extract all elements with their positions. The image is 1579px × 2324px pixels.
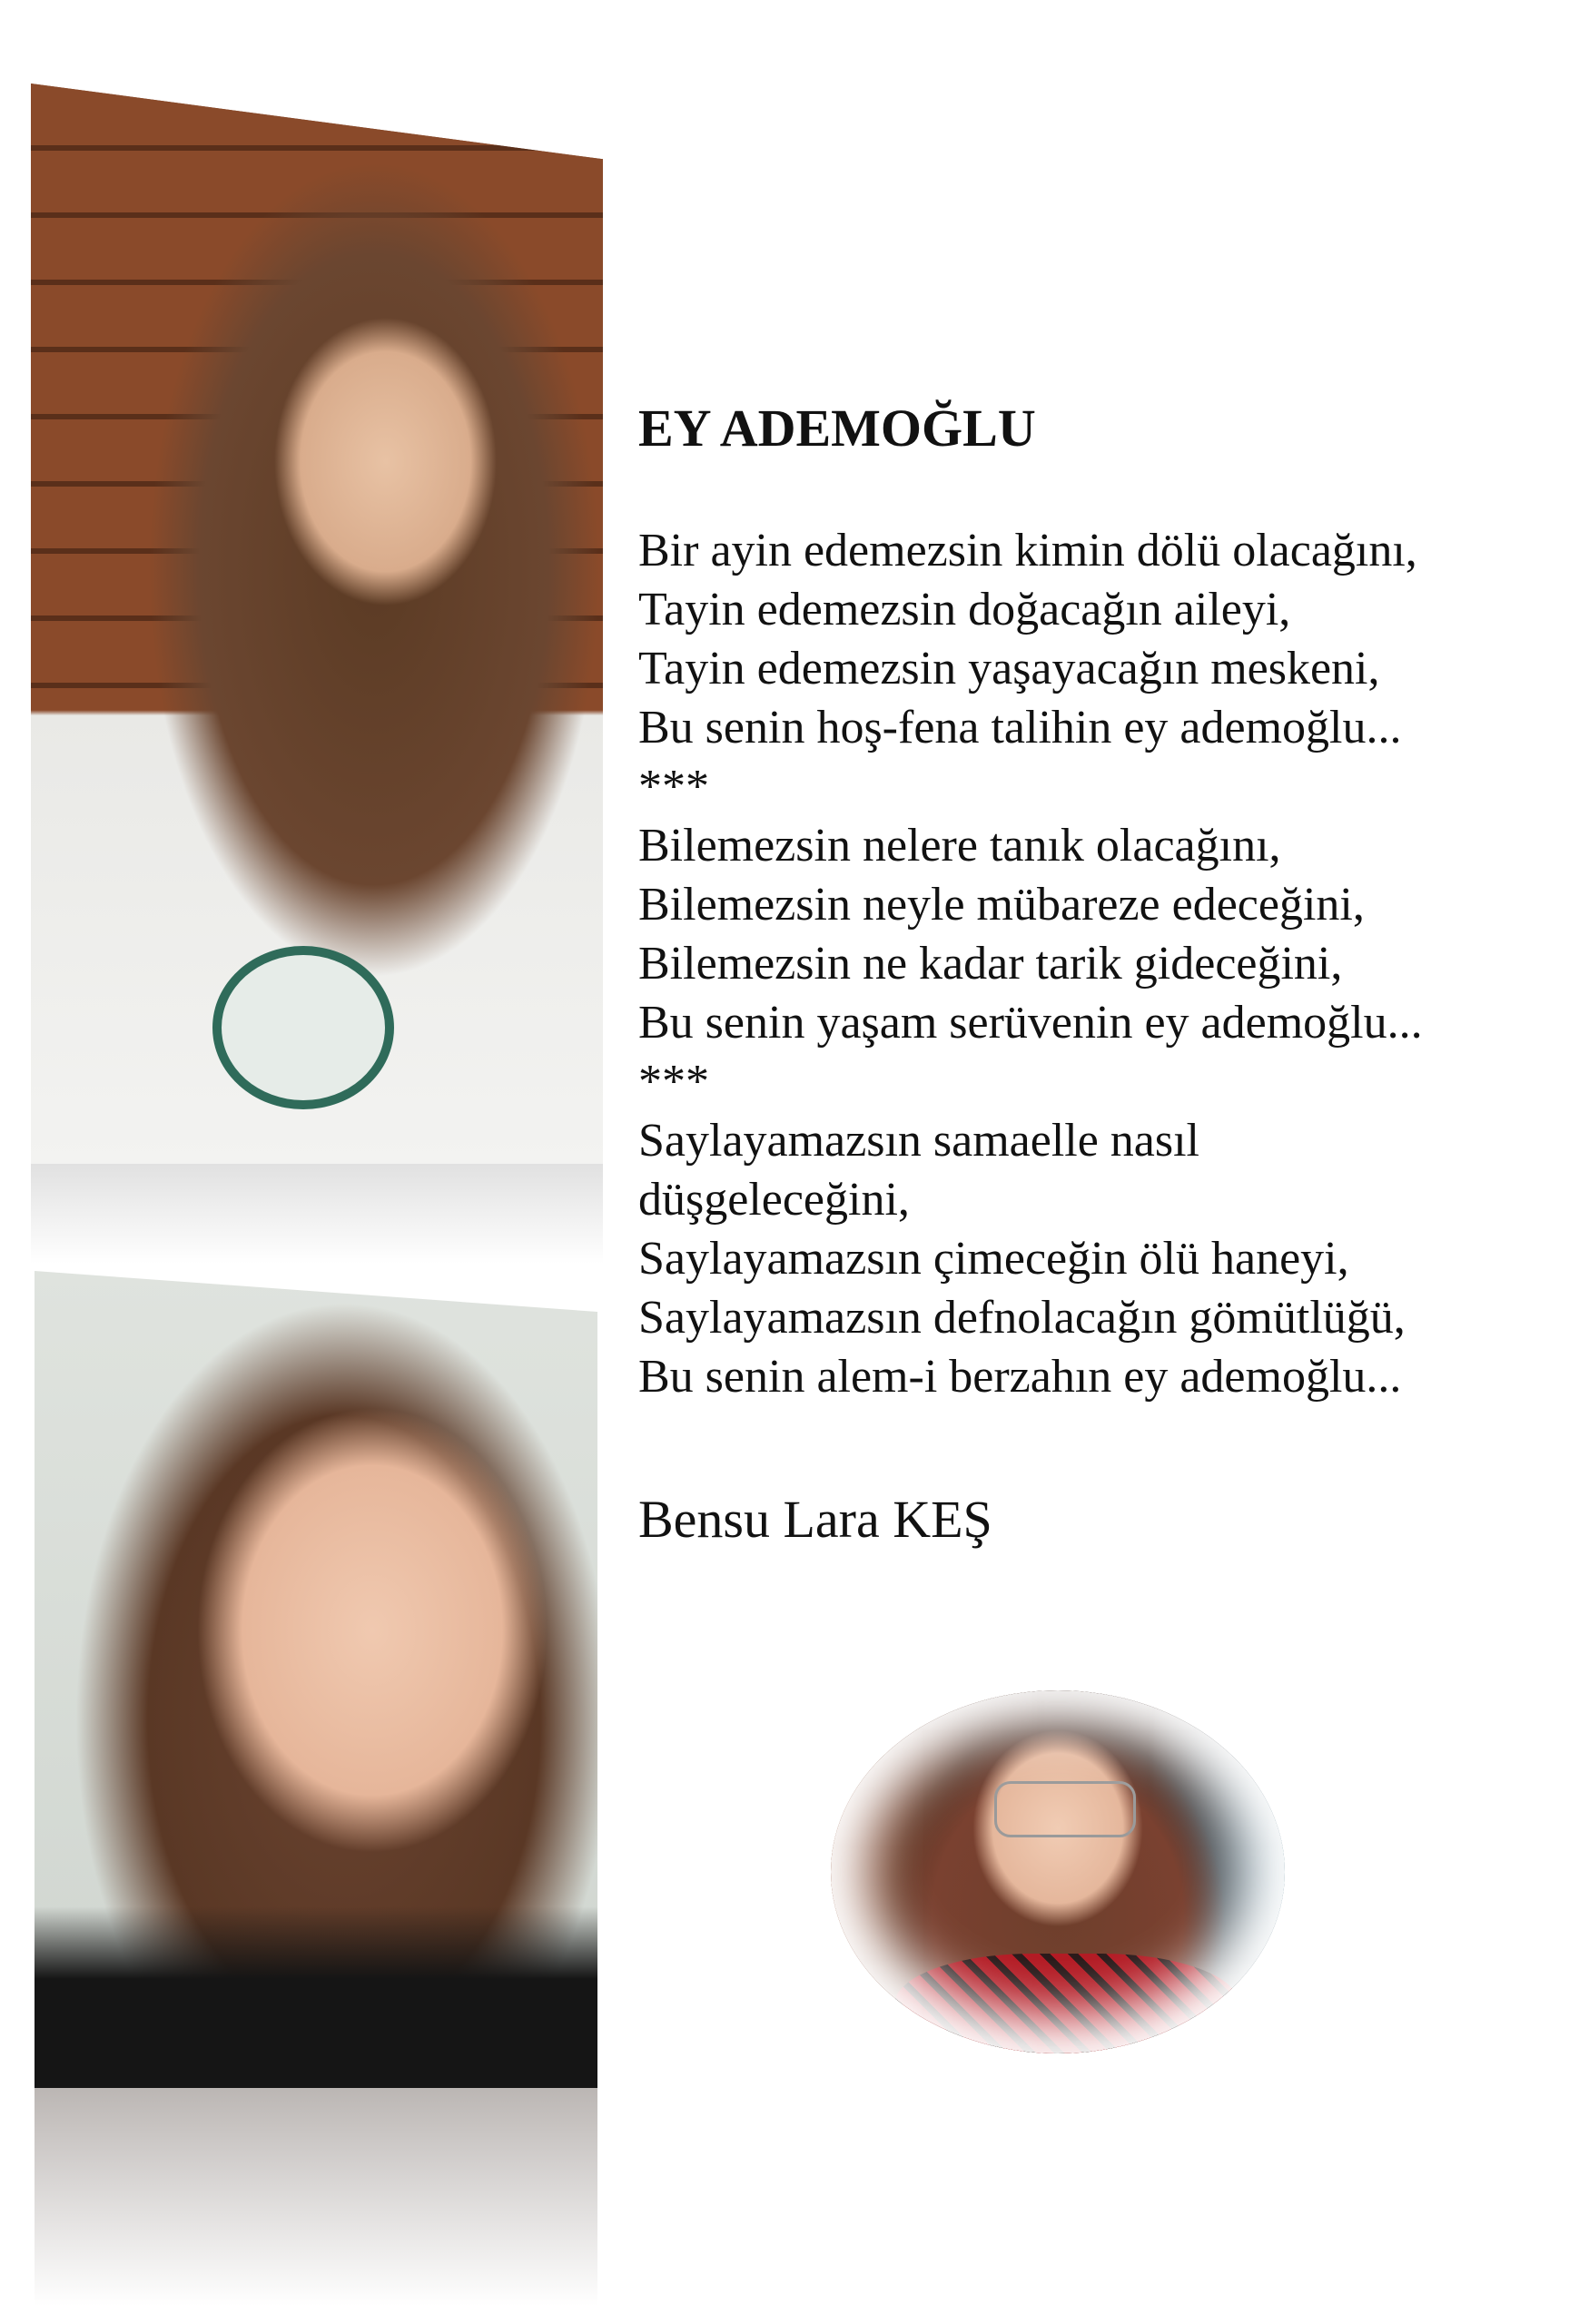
poem-body: [638, 521, 1574, 1406]
photo-reflection-bottom: [35, 2088, 597, 2306]
poem-line: Bir ayin edemezsin kimin dölü olacağını,: [638, 525, 1417, 576]
poem-line: Saylayamazsın samaelle nasıl: [638, 1115, 1200, 1167]
poem-line: Tayin edemezsin doğacağın aileyi,: [638, 584, 1291, 635]
poem-line: Bilemezsin neyle mübareze edeceğini,: [638, 879, 1365, 931]
poem-line: Bu senin hoş-fena talihin ey ademoğlu...: [638, 702, 1402, 753]
poem-line: düşgeleceğini,: [638, 1174, 910, 1226]
author-name: Bensu Lara KEŞ: [638, 1490, 992, 1549]
poem-line: Bu senin yaşam serüvenin ey ademoğlu...: [638, 997, 1423, 1049]
stanza-separator: ***: [638, 1056, 709, 1108]
photo-column: [0, 0, 636, 2324]
glasses-shape: [994, 1781, 1136, 1837]
poem-line: Bu senin alem-i berzahın ey ademoğlu...: [638, 1351, 1402, 1403]
stanza-separator: ***: [638, 761, 709, 812]
photo-reflection-top: [31, 1164, 603, 1264]
poem-line: Saylayamazsın çimeceğin ölü haneyi,: [638, 1233, 1349, 1285]
author-avatar-photo: [831, 1690, 1285, 2053]
poem-title: EY ADEMOĞLU: [638, 399, 1036, 458]
portrait-photo-top: [31, 84, 603, 1164]
poem-line: Tayin edemezsin yaşayacağın meskeni,: [638, 643, 1380, 694]
poem-line: Bilemezsin nelere tanık olacağını,: [638, 820, 1281, 872]
portrait-photo-bottom: [35, 1271, 597, 2088]
poem-line: Bilemezsin ne kadar tarik gideceğini,: [638, 938, 1343, 990]
plaid-shirt-shape: [894, 1954, 1239, 2053]
poem-line: Saylayamazsın defnolacağın gömütlüğü,: [638, 1292, 1406, 1344]
